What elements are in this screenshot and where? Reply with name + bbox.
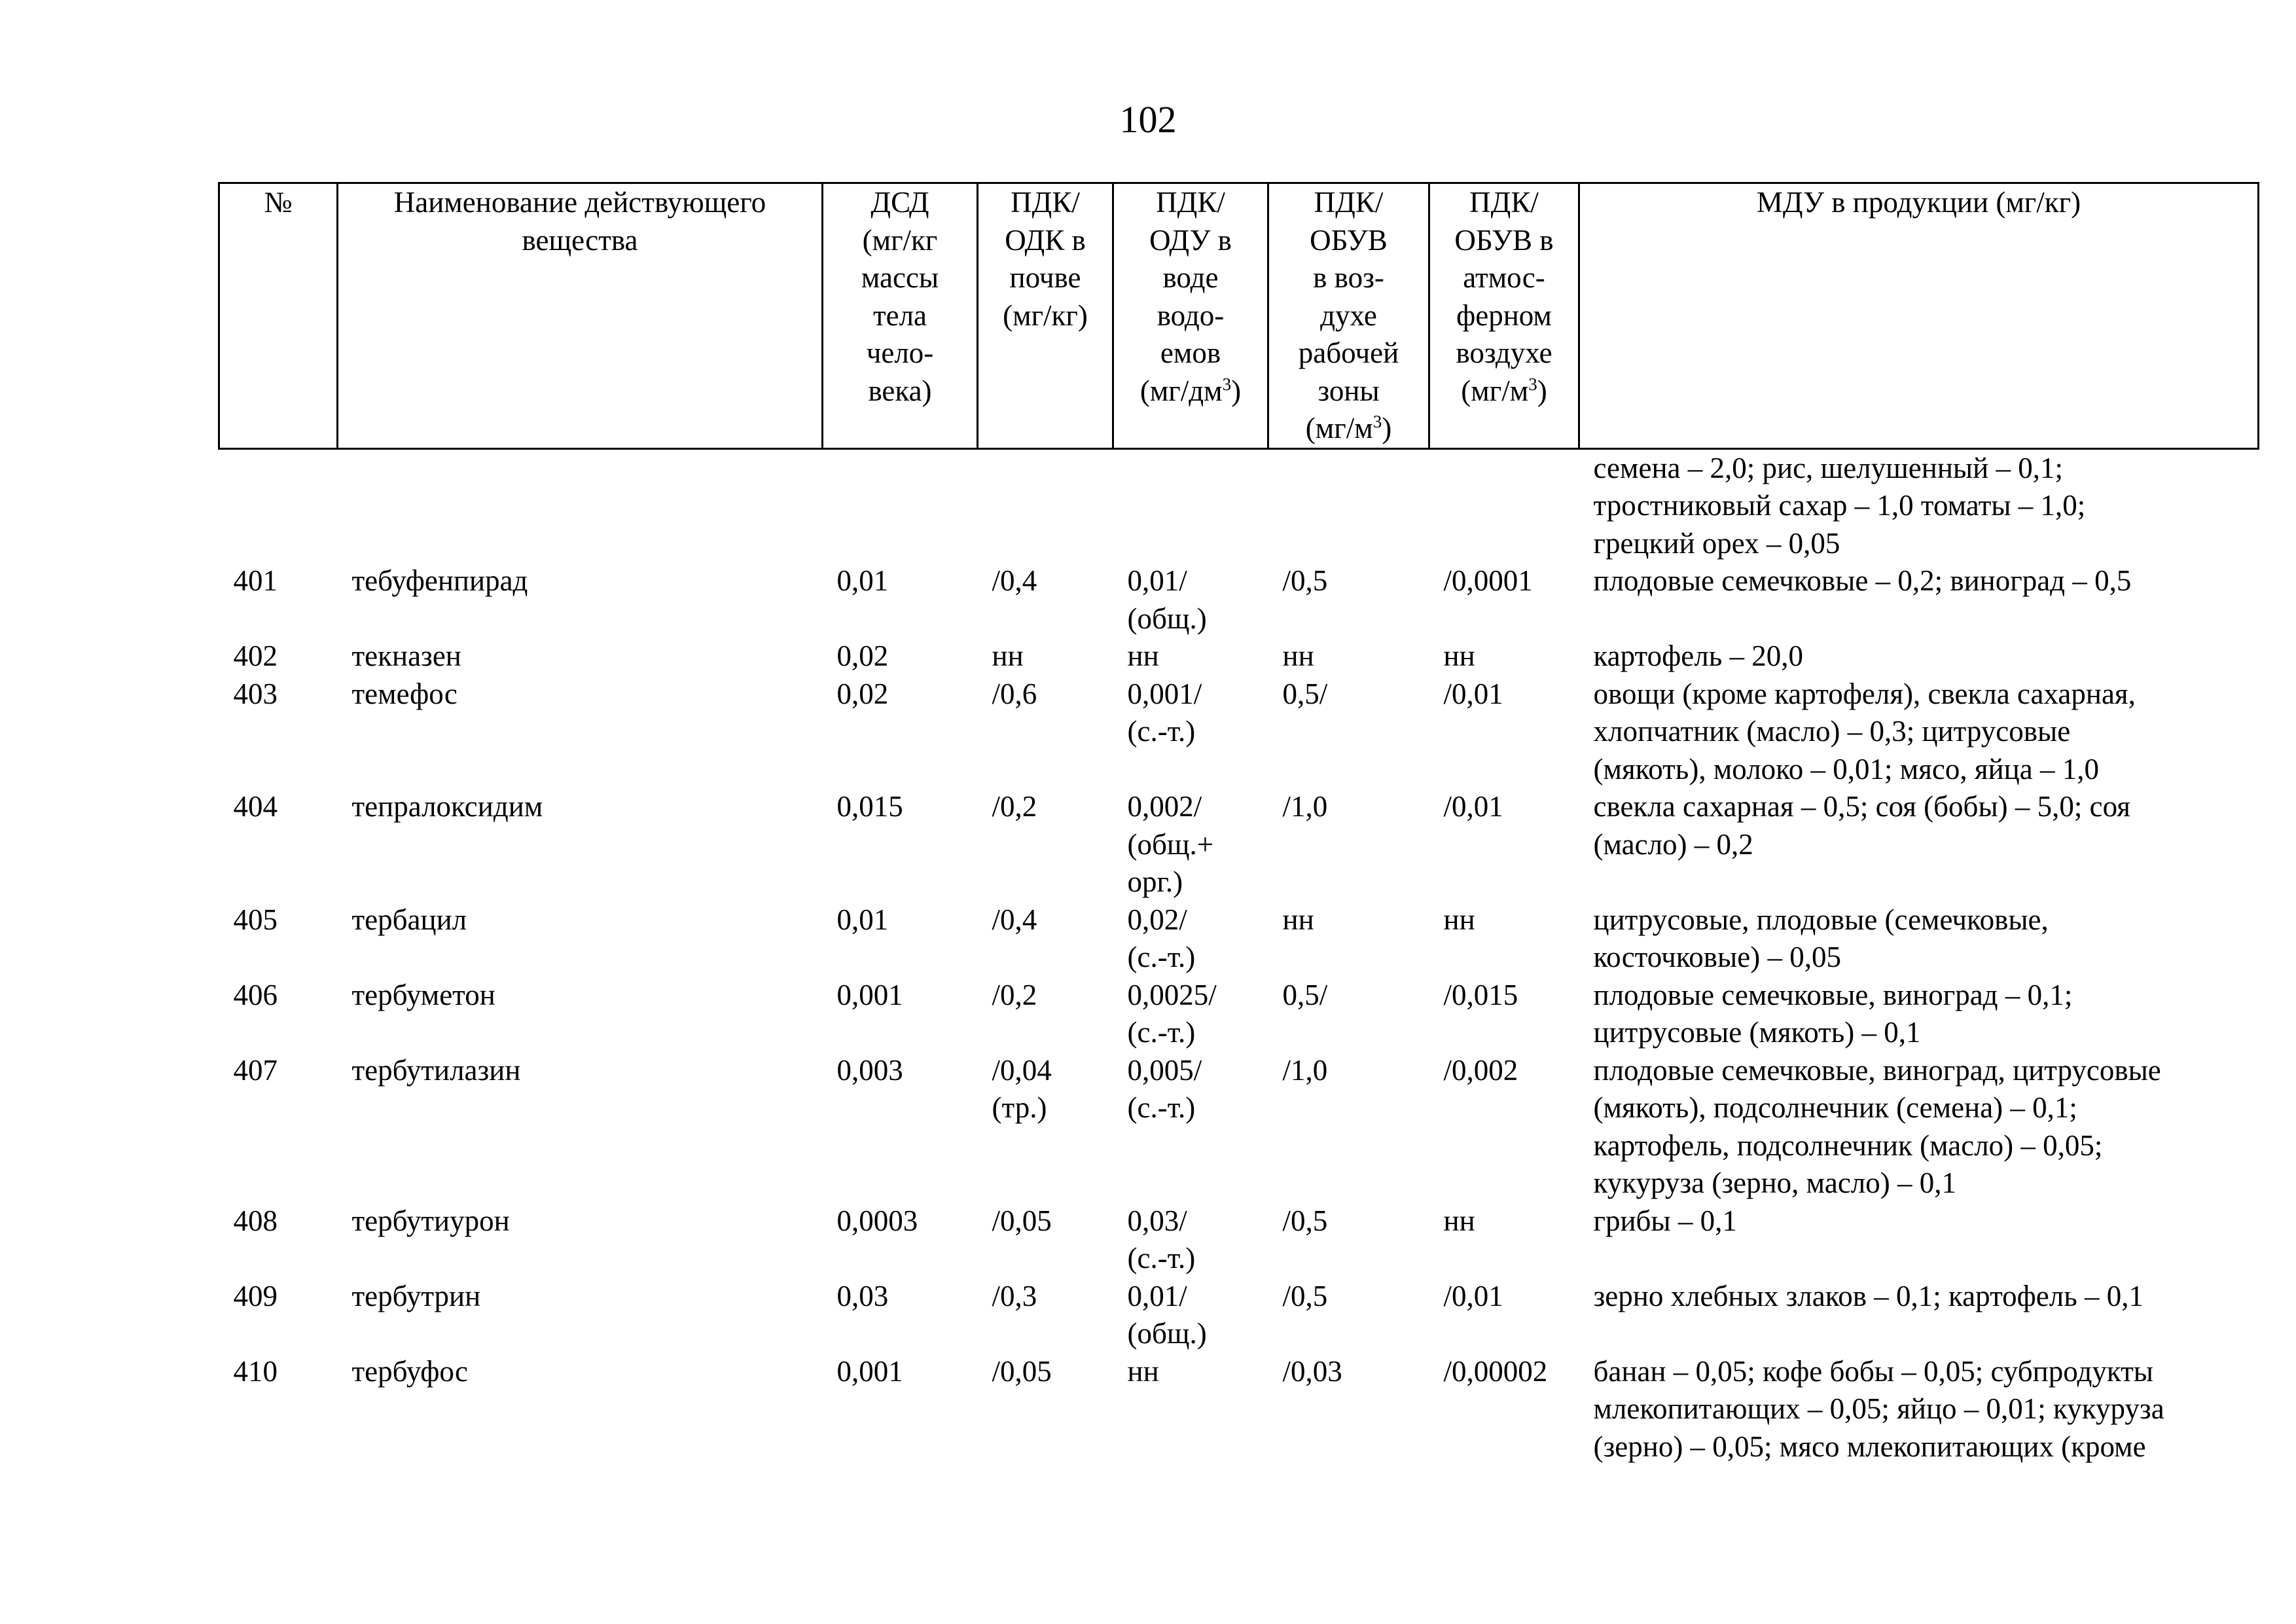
table-row: [219, 901, 2259, 977]
work-zone-value: нн: [1282, 903, 1314, 936]
dsd-value: 0,02: [836, 677, 889, 710]
dsd-value: 0,001: [836, 1354, 903, 1388]
atmospheric-value: /0,002: [1443, 1053, 1518, 1087]
water-value: 0,001/ (с.-т.): [1127, 677, 1202, 748]
header-dsd: ДСД (мг/кг массы тела чело- века): [823, 183, 978, 449]
soil-value: /0,4: [992, 564, 1037, 597]
row-number: 402: [233, 640, 278, 672]
dsd-value: 0,03: [836, 1279, 889, 1312]
mdu-value: банан – 0,05; кофе бобы – 0,05; субпродукты млекопитающих – 0,05; яйцо – 0,01; кукуруза (зерно) – 0,05; мясо млекопитающих (кроме: [1593, 1354, 2164, 1463]
substance-name: тербуметон: [351, 978, 495, 1011]
soil-value: /0,4: [992, 903, 1037, 936]
atmospheric-value: /0,015: [1443, 978, 1518, 1011]
table-row: [219, 562, 2259, 638]
dsd-value: 0,001: [836, 978, 903, 1011]
substance-name: темефос: [351, 677, 457, 710]
substance-name: тербуфос: [351, 1354, 468, 1388]
mdu-value: плодовые семечковые, виноград, цитрусовые (мякоть), подсолнечник (семена) – 0,1; картофель, подсолнечник (масло) – 0,05; кукуруза (зерно, масло) – 0,1: [1593, 1053, 2161, 1199]
mdu-value: овощи (кроме картофеля), свекла сахарная, хлопчатник (масло) – 0,3; цитрусовые (мякоть), молоко – 0,01; мясо, яйца – 1,0: [1593, 677, 2136, 785]
table-body: [219, 448, 2259, 1466]
row-number: 409: [233, 1279, 278, 1312]
header-atmospheric-air: ПДК/ ОБУВ в атмос- ферном воздухе $(мг/м^3)$: [1429, 183, 1579, 449]
atmospheric-value: /0,01: [1443, 790, 1503, 823]
work-zone-value: нн: [1282, 640, 1314, 672]
table-row: [219, 676, 2259, 789]
water-value: 0,03/ (с.-т.): [1127, 1204, 1196, 1274]
atmospheric-value: нн: [1443, 903, 1475, 936]
dsd-value: 0,02: [836, 640, 889, 672]
substance-name: тебуфенпирад: [351, 564, 528, 597]
header-water: ПДК/ ОДУ в воде водо- емов $(мг/дм^3)$: [1113, 183, 1268, 449]
soil-value: /0,04 (тр.): [992, 1053, 1052, 1124]
soil-value: /0,05: [992, 1204, 1052, 1237]
row-number: 403: [233, 677, 278, 710]
atmospheric-value: /0,01: [1443, 677, 1503, 710]
atmospheric-value: нн: [1443, 640, 1475, 672]
work-zone-value: /1,0: [1282, 790, 1328, 823]
row-number: 410: [233, 1354, 278, 1388]
water-value: 0,01/ (общ.): [1127, 564, 1207, 635]
table-row: [219, 1052, 2259, 1202]
mdu-value: плодовые семечковые – 0,2; виноград – 0,5: [1593, 564, 2132, 597]
mdu-value: картофель – 20,0: [1593, 640, 1803, 672]
water-value: 0,002/ (общ.+ орг.): [1127, 790, 1214, 898]
mdu-value: зерно хлебных злаков – 0,1; картофель – 0,1: [1593, 1279, 2144, 1312]
table-header-row: [219, 183, 2259, 449]
soil-value: /0,2: [992, 978, 1037, 1011]
dsd-value: 0,0003: [836, 1204, 918, 1237]
page-number: 102: [1119, 98, 1177, 141]
soil-value: нн: [992, 640, 1024, 672]
water-value: нн: [1127, 1354, 1159, 1388]
water-value: 0,02/ (с.-т.): [1127, 903, 1196, 973]
header-mdu: МДУ в продукции (мг/кг): [1579, 183, 2259, 449]
dsd-value: 0,015: [836, 790, 903, 823]
continuation-text: семена – 2,0; рис, шелушенный – 0,1; тростниковый сахар – 1,0 томаты – 1,0; грецкий орех – 0,05: [1593, 451, 2086, 560]
work-zone-value: /0,5: [1282, 1204, 1328, 1237]
substance-name: тербутилазин: [351, 1053, 521, 1087]
mdu-value: плодовые семечковые, виноград – 0,1; цитрусовые (мякоть) – 0,1: [1593, 978, 2073, 1049]
substance-name: тербутиурон: [351, 1204, 510, 1237]
table-row: [219, 1278, 2259, 1353]
atmospheric-value: /0,00002: [1443, 1354, 1548, 1388]
header-number: №: [219, 183, 338, 449]
soil-value: /0,05: [992, 1354, 1052, 1388]
dsd-value: 0,01: [836, 903, 889, 936]
header-soil: ПДК/ ОДК в почве (мг/кг): [978, 183, 1113, 449]
table-row: [219, 1202, 2259, 1278]
header-substance-name: Наименование действующего вещества: [338, 183, 823, 449]
substance-name: тербутрин: [351, 1279, 481, 1312]
soil-value: /0,3: [992, 1279, 1037, 1312]
continuation-row: [219, 448, 2259, 562]
water-value: нн: [1127, 640, 1159, 672]
soil-value: /0,6: [992, 677, 1037, 710]
row-number: 401: [233, 564, 278, 597]
pesticide-table: [218, 182, 2259, 1466]
mdu-value: свекла сахарная – 0,5; соя (бобы) – 5,0; соя (масло) – 0,2: [1593, 790, 2130, 861]
header-work-zone-air: ПДК/ ОБУВ в воз- духе рабочей зоны $(мг/м^3)$: [1268, 183, 1429, 449]
water-value: 0,0025/ (с.-т.): [1127, 978, 1217, 1049]
table-row: [219, 977, 2259, 1052]
mdu-value: грибы – 0,1: [1593, 1204, 1737, 1237]
atmospheric-value: /0,01: [1443, 1279, 1503, 1312]
water-value: 0,01/ (общ.): [1127, 1279, 1207, 1350]
work-zone-value: /1,0: [1282, 1053, 1328, 1087]
row-number: 408: [233, 1204, 278, 1237]
work-zone-value: /0,03: [1282, 1354, 1342, 1388]
work-zone-value: 0,5/: [1282, 978, 1328, 1011]
dsd-value: 0,01: [836, 564, 889, 597]
row-number: 404: [233, 790, 278, 823]
table-row: [219, 788, 2259, 901]
soil-value: /0,2: [992, 790, 1037, 823]
mdu-value: цитрусовые, плодовые (семечковые, косточковые) – 0,05: [1593, 903, 2049, 973]
row-number: 405: [233, 903, 278, 936]
substance-name: тепралоксидим: [351, 790, 543, 823]
atmospheric-value: /0,0001: [1443, 564, 1533, 597]
work-zone-value: /0,5: [1282, 564, 1328, 597]
table-row: [219, 638, 2259, 676]
row-number: 407: [233, 1053, 278, 1087]
atmospheric-value: нн: [1443, 1204, 1475, 1237]
work-zone-value: 0,5/: [1282, 677, 1328, 710]
row-number: 406: [233, 978, 278, 1011]
substance-name: текназен: [351, 640, 461, 672]
work-zone-value: /0,5: [1282, 1279, 1328, 1312]
table-row: [219, 1353, 2259, 1466]
dsd-value: 0,003: [836, 1053, 903, 1087]
water-value: 0,005/ (с.-т.): [1127, 1053, 1202, 1124]
substance-name: тербацил: [351, 903, 467, 936]
